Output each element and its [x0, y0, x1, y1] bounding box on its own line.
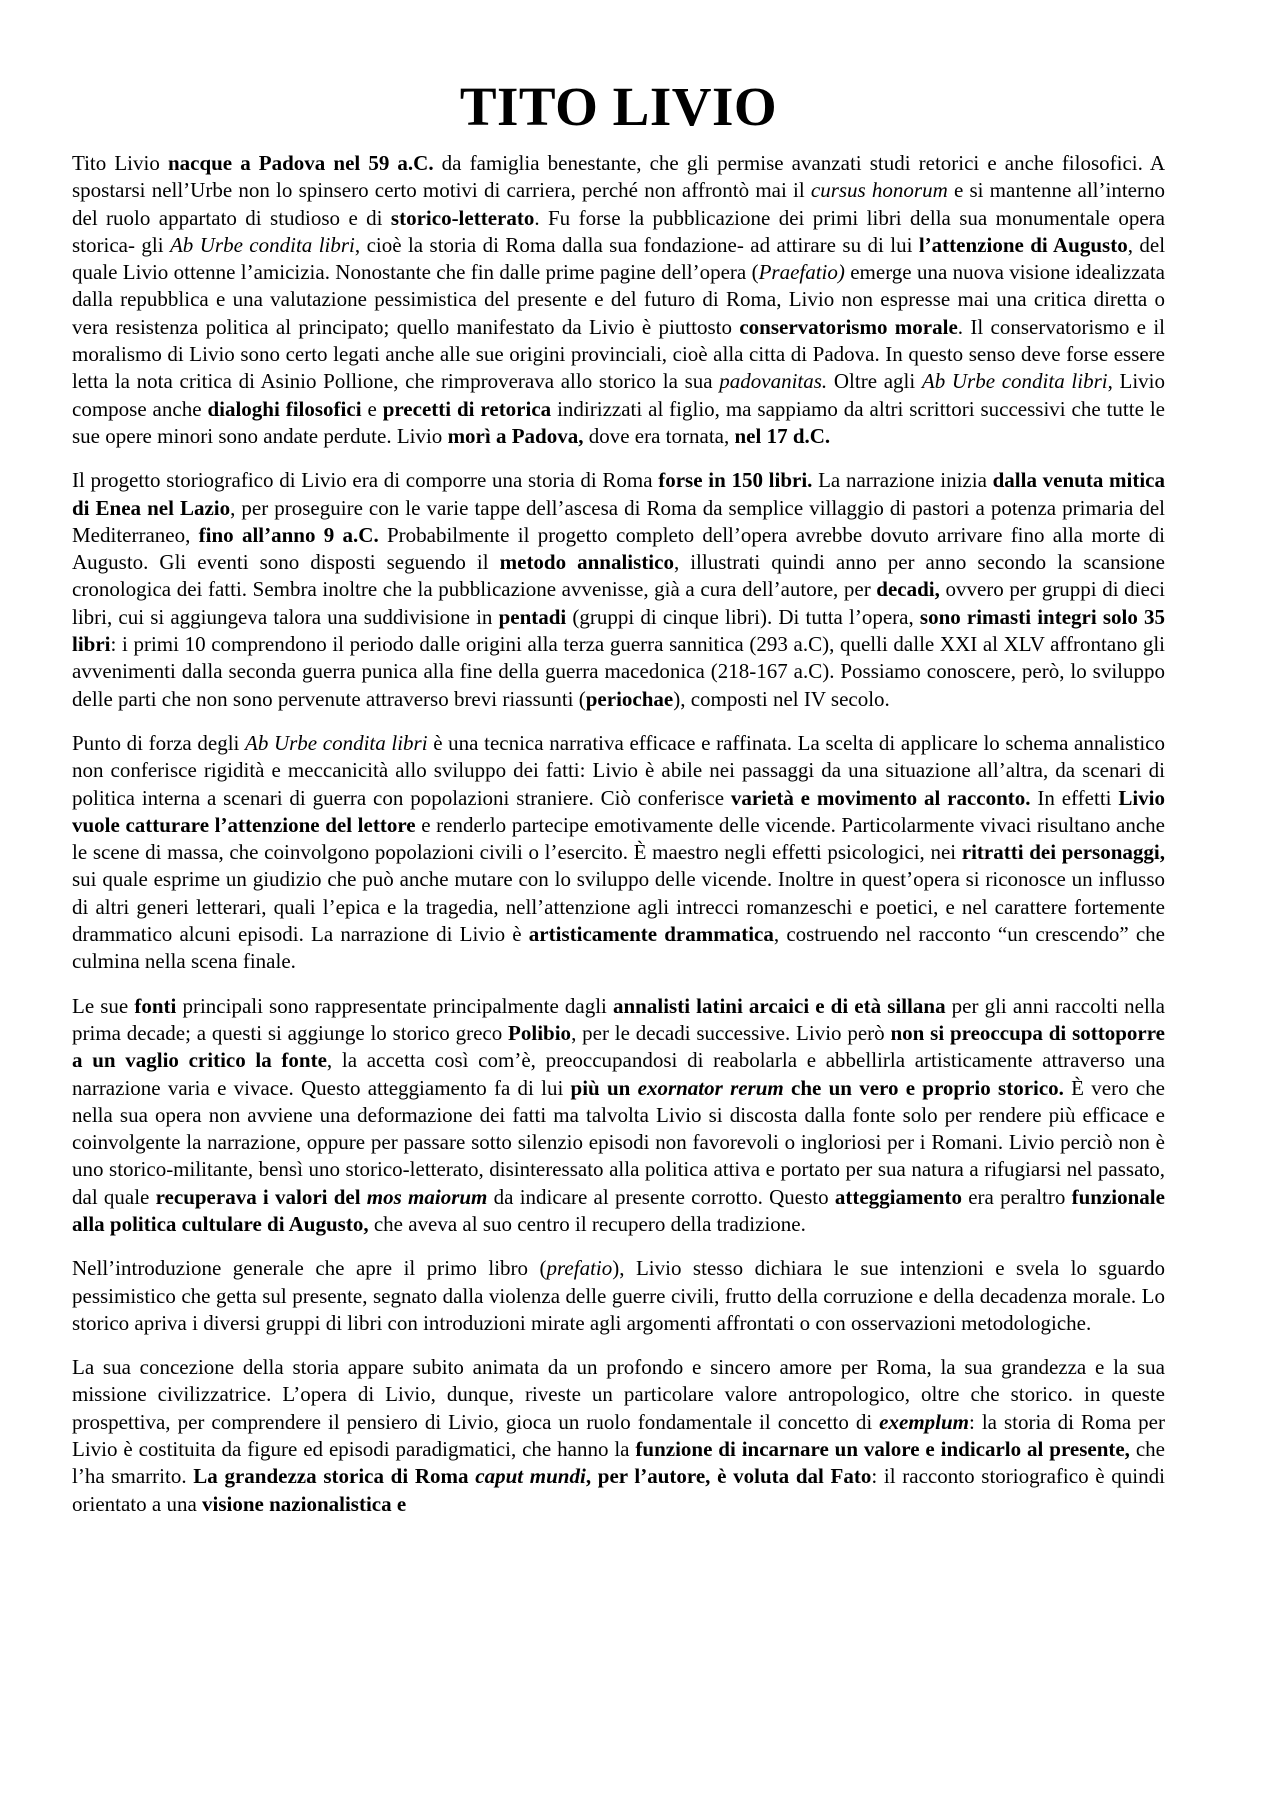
text-run: Ab Urbe condita libri — [169, 232, 355, 257]
page-title: TITO LIVIO — [459, 76, 778, 137]
text-run: . Il conservatorismo e il moralismo di Livio sono certo legati anche alle sue origini provinciali, cioè alla citta di Padova. In questo senso deve forse essere letta la nota critica di Asinio Pollione, che rimproverava allo storico la sua — [72, 314, 1165, 394]
text-run: nel 17 d.C. — [734, 423, 831, 448]
text-run: (gruppi di cinque libri). Di tutta l’opera, — [566, 604, 920, 629]
text-run: ), Livio stesso dichiara le sue intenzioni e svela lo sguardo pessimistico che getta sul presente, segnato dalla violenza delle guerre civili, frutto della corruzione e della decadenza morale. Lo storico apriva i diversi gruppi di libri con introduzioni mirate agli argomenti affrontati o con osservazioni metodologiche. — [72, 1256, 1165, 1335]
paragraph-conception-of-history — [72, 1354, 1165, 1518]
text-run: dove era tornata, — [583, 423, 735, 448]
text-run: è una tecnica narrativa efficace e raffinata. La scelta di applicare lo schema annalistico non conferisce rigidità e meccanicità allo sviluppo dei fatti: Livio è abile nei passaggi da una situazione all’altra, da scenari di politica interna a scenari di guerra con popolazioni straniere. Ciò conferisce — [72, 730, 1165, 810]
text-run: era peraltro — [961, 1184, 1072, 1209]
text-run: . Fu forse la pubblicazione dei primi libri della sua monumentale opera storica- gli — [72, 205, 1165, 257]
text-run: nacque a Padova nel 59 a.C. — [167, 151, 434, 175]
text-run: La grandezza storica di Roma — [193, 1464, 476, 1489]
text-run: : i primi 10 comprendono il periodo dalle origini alla terza guerra sannitica (293 a.C), quelli dalle XXI al XLV affrontano gli avvenimenti dalla seconda guerra punica alla fine della guerra macedonica (218-167 a.C). Possiamo conoscere, però, lo sviluppo delle parti che non sono pervenute attraverso brevi riassunti ( — [72, 632, 1165, 711]
text-run: prefatio — [546, 1256, 613, 1281]
text-run: exornator rerum — [637, 1075, 784, 1100]
text-run: principali sono rappresentate principalmente dagli — [176, 993, 613, 1018]
text-run: Ab Urbe condita libri — [921, 369, 1108, 394]
text-run: annalisti latini arcaici e di età sillana — [613, 993, 946, 1018]
text-run: , per l’autore, è voluta dal Fato — [585, 1464, 872, 1489]
text-run: e renderlo partecipe emotivamente delle vicende. Particolarmente vivaci risultano anche le scene di massa, che coinvolgono popolazioni civili o l’esercito. È maestro negli effetti psicologici, nei — [72, 812, 1165, 865]
text-run: che un vero e proprio storico. — [783, 1075, 1064, 1100]
text-run: da famiglia benestante, che gli permise avanzati studi retorici e anche filosofici. A spostarsi nell’Urbe non lo spinsero certo motivi di carriera, perché non affrontò mai il — [72, 151, 1165, 203]
text-run: visione nazionalistica e — [202, 1491, 407, 1516]
text-run: Polibio — [508, 1020, 572, 1045]
text-run: , Livio compose anche — [72, 369, 1166, 421]
text-run: ritratti dei personaggi, — [961, 840, 1165, 865]
text-run: emerge una nuova visione idealizzata dalla repubblica e una valutazione pessimistica del presente e del futuro di Roma, Livio non espresse mai una critica diretta o vera resistenza politica al principato; quello manifestato da Livio è piuttosto — [72, 260, 1165, 339]
text-run: funzione di incarnare un valore e indicarlo al presente, — [635, 1437, 1130, 1462]
text-run: : la storia di Roma per Livio è costituita da figure ed episodi paradigmatici, che hanno la — [72, 1409, 1165, 1462]
text-run: indirizzati al figlio, ma sappiamo da altri scrittori successivi che tutte le sue opere minori sono andate perdute. Livio — [72, 396, 1165, 448]
text-run: metodo annalistico — [499, 550, 674, 575]
text-run: ), composti nel IV secolo. — [673, 686, 890, 711]
text-run: exemplum — [879, 1409, 969, 1434]
text-run: dalla venuta mitica di Enea nel Lazio — [72, 468, 1166, 520]
text-run: ovvero per gruppi di dieci libri, cui si aggiungeva talora una suddivisione in — [72, 577, 1165, 629]
paragraph-biography — [72, 150, 1165, 450]
text-run: e si mantenne all’interno del ruolo appartato di studioso e di — [72, 178, 1165, 230]
text-run: In effetti — [1030, 785, 1119, 810]
text-run: Punto di forza degli — [72, 730, 245, 755]
text-run: per gli anni raccolti nella prima decade; a questi si aggiunge lo storico greco — [72, 993, 1165, 1045]
text-run: e — [361, 396, 383, 421]
text-run: La narrazione inizia — [812, 468, 993, 493]
text-run: che aveva al suo centro il recupero della tradizione. — [368, 1211, 806, 1236]
text-run: sui quale esprime un giudizio che può anche mutare con lo sviluppo delle vicende. Inoltre in quest’opera si riconosce un influsso di altri generi letterari, quali l’epica e la tragedia, nell’attenzione agli intrecci romanzeschi e poetici, e nel carattere fortemente drammatico alcuni episodi. La narrazione di Livio è — [72, 867, 1165, 947]
text-run: Ab Urbe condita libri — [245, 730, 428, 755]
paragraph-prefatio — [72, 1255, 1165, 1337]
text-run: dialoghi filosofici — [207, 396, 362, 421]
text-run: , costruendo nel racconto “un crescendo” che culmina nella scena finale. — [72, 922, 1165, 974]
text-run: storico-letterato — [390, 205, 535, 230]
text-run: , del quale Livio ottenne l’amicizia. Nonostante che fin dalle prime pagine dell’opera ( — [72, 232, 1166, 285]
text-run: varietà e movimento al racconto. — [730, 785, 1031, 810]
text-run: fino all’anno 9 a.C. — [198, 522, 379, 547]
text-run: Nell’introduzione generale che apre il primo libro ( — [72, 1256, 547, 1281]
paragraph-sources — [72, 993, 1165, 1239]
text-run: l’attenzione di Augusto — [918, 232, 1128, 257]
text-run: Livio vuole catturare l’attenzione del lettore — [72, 785, 1166, 837]
text-run: Tito Livio — [72, 151, 168, 175]
text-run: padovanitas. — [719, 369, 828, 394]
text-run: artisticamente drammatica — [528, 922, 774, 947]
text-run: pentadi — [498, 604, 567, 629]
text-run: Il progetto storiografico di Livio era di comporre una storia di Roma — [72, 468, 659, 493]
text-run: Oltre agli — [827, 369, 922, 394]
text-run: Le sue — [72, 993, 135, 1018]
text-run: precetti di retorica — [382, 396, 552, 421]
text-run: morì a Padova, — [447, 423, 584, 448]
text-run: sono rimasti integri solo 35 libri — [72, 604, 1165, 657]
text-run: , illustrati quindi anno per anno secondo la scansione cronologica dei fatti. Sembra inoltre che la pubblicazione avvenisse, già a cura dell’autore, per — [72, 550, 1165, 602]
text-run: forse in 150 libri. — [658, 468, 813, 493]
text-run: conservatorismo morale — [739, 314, 958, 339]
text-run: , la accetta così com’è, preoccupandosi di reabolarla e abbellirla artisticamente attraverso una narrazione varia e vivace. Questo atteggiamento fa di lui — [72, 1048, 1165, 1100]
text-run: da indicare al presente corrotto. Questo — [487, 1184, 835, 1209]
text-run: , cioè la storia di Roma dalla sua fondazione- ad attirare su di lui — [354, 232, 919, 257]
text-run: La sua concezione della storia appare subito animata da un profondo e sincero amore per Roma, la sua grandezza e la sua missione civilizzatrice. L’opera di Livio, dunque, riveste un particolare valore antropologico, oltre che storico. in queste prospettiva, per comprendere il pensiero di Livio, gioca un ruolo fondamentale il concetto di — [72, 1355, 1165, 1434]
text-run: fonti — [134, 993, 177, 1018]
text-run: , per proseguire con le varie tappe dell’ascesa di Roma da semplice villaggio di pastori a potenza primaria del Mediterraneo, — [72, 495, 1165, 547]
text-run: caput mundi — [475, 1464, 586, 1489]
text-run: non si preoccupa di sottoporre a un vaglio critico la fonte — [72, 1020, 1165, 1073]
text-run: : il racconto storiografico è quindi orientato a una — [72, 1464, 1165, 1516]
paragraph-narrative-technique — [72, 730, 1165, 976]
text-run: mos maiorum — [366, 1184, 488, 1209]
text-run: decadi, — [876, 577, 940, 602]
text-run: funzionale alla politica cultulare di Augusto, — [72, 1184, 1165, 1236]
text-run: È vero che nella sua opera non avviene una deformazione dei fatti ma talvolta Livio si discosta dalla fonte solo per rendere più efficace e coinvolgente la narrazione, oppure per passare sotto silenzio episodi non favorevoli o ingloriosi per i Romani. Livio perciò non è uno storico-militante, bensì uno storico-letterato, disinteressato alla politica attiva e portato per sua natura a rifugiarsi nel passato, dal quale — [72, 1075, 1165, 1209]
text-run: recuperava i valori del — [155, 1184, 367, 1209]
text-run: atteggiamento — [834, 1184, 962, 1209]
text-run: cursus honorum — [810, 178, 948, 203]
text-run: , per le decadi successive. Livio però — [571, 1020, 891, 1045]
text-run: che l’ha smarrito. — [72, 1437, 1165, 1489]
text-run: più un — [570, 1075, 638, 1100]
text-run: periochae — [585, 686, 674, 711]
text-run: Praefatio) — [758, 260, 845, 285]
text-run: Probabilmente il progetto completo dell’opera avrebbe dovuto arrivare fino alla morte di Augusto. Gli eventi sono disposti seguendo il — [72, 522, 1165, 575]
paragraph-historiographic-project — [72, 467, 1165, 713]
